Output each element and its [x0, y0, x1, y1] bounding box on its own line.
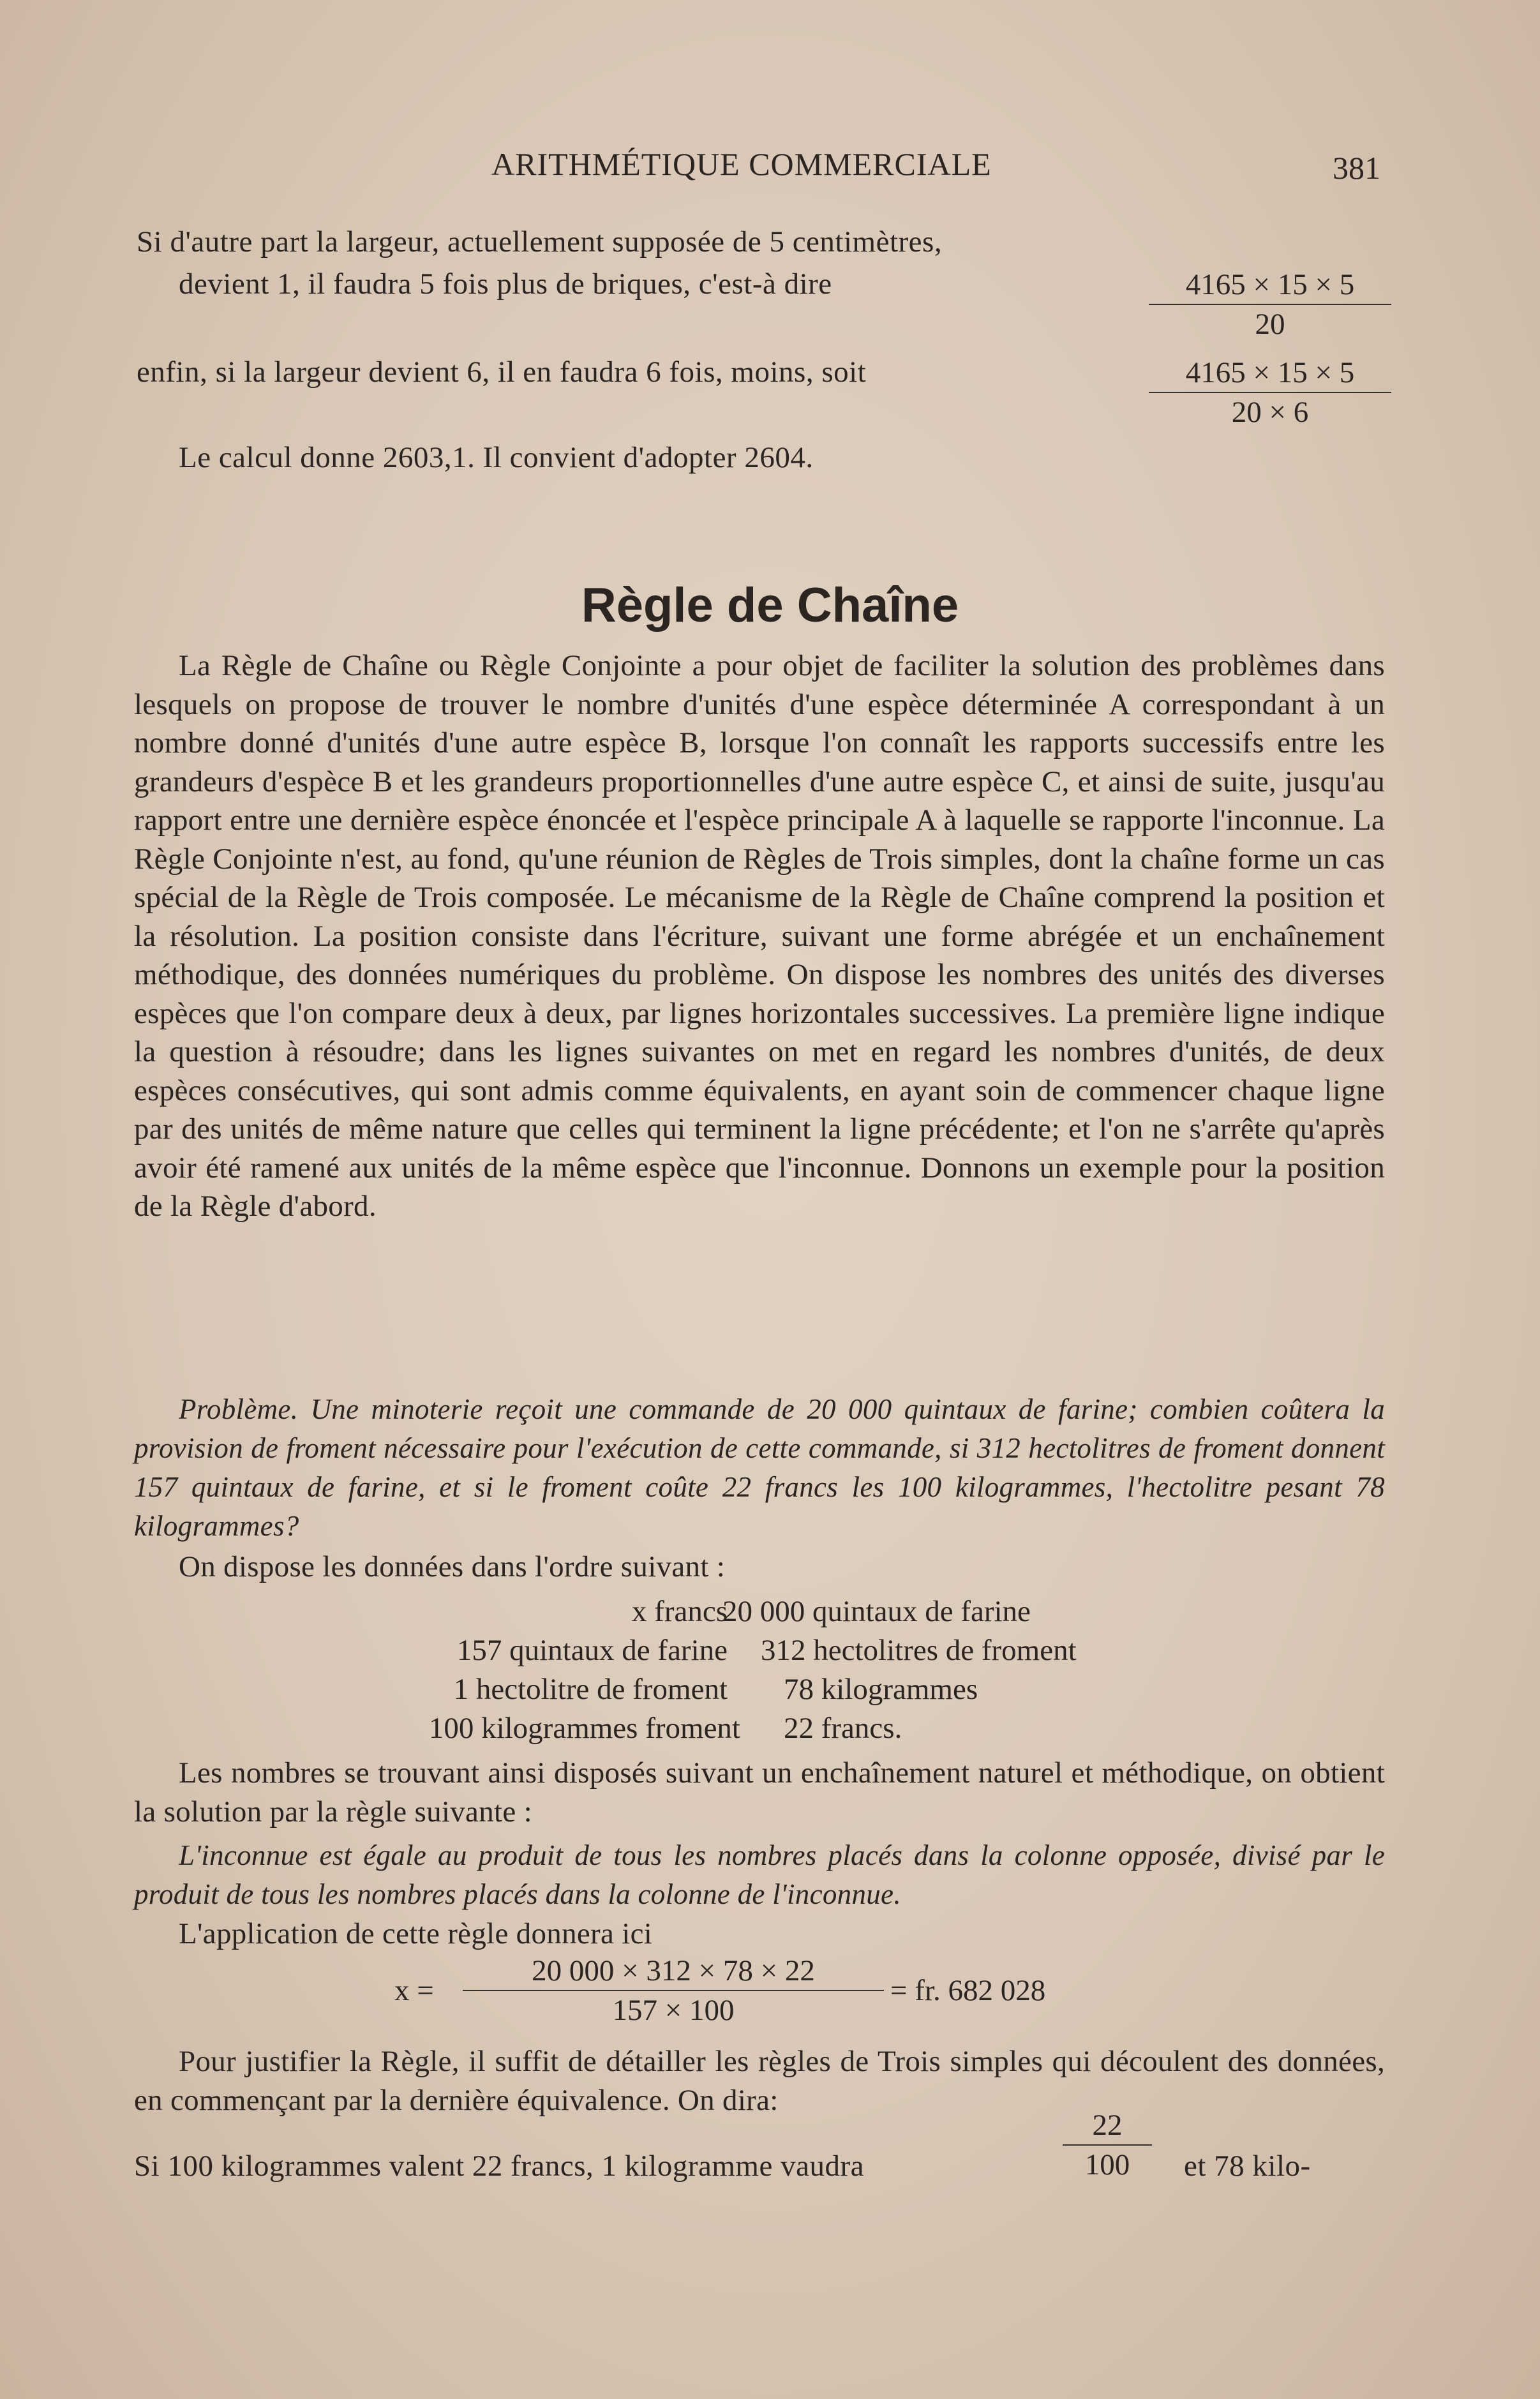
chain-right-3: 78 kilogrammes [784, 1673, 978, 1706]
application-line: L'application de cette règle donnera ici [179, 1917, 653, 1950]
chain-right-2: 312 hectolitres de froment [761, 1634, 1077, 1667]
equation-numerator: 20 000 × 312 × 78 × 22 [463, 1952, 884, 1991]
equation-lhs: x = [394, 1974, 434, 2007]
equation-fraction [463, 1952, 884, 2029]
fraction-2-numerator: 4165 × 15 × 5 [1149, 354, 1391, 393]
last-fraction [1063, 2106, 1152, 2184]
problem-statement: Problème. Une minoterie reçoit une commande de 20 000 quintaux de farine; combien coûtera la provision de froment nécessaire pour l'exécution de cette commande, si 312 hectolitres de froment donnent 157 quintaux de farine, et si le froment coûte 22 francs les 100 kilogrammes, l'hectolitre pesant 78 kilogrammes? [134, 1393, 1385, 1542]
last-fraction-numerator: 22 [1063, 2106, 1152, 2146]
chain-left-1: x francs [631, 1595, 728, 1628]
section-title: Règle de Chaîne [581, 578, 959, 632]
last-fraction-denominator: 100 [1084, 2148, 1130, 2181]
fraction-1 [1149, 265, 1391, 343]
equation-denominator: 157 × 100 [612, 1994, 735, 2027]
page-number: 381 [1333, 150, 1380, 186]
chain-left-2: 157 quintaux de farine [456, 1634, 728, 1667]
last-line-tail: et 78 kilo- [1184, 2149, 1311, 2183]
justify-paragraph: Pour justifier la Règle, il suffit de détailler les règles de Trois simples qui découlent des données, en commençant par la dernière équivalence. On dira: [134, 2045, 1385, 2117]
dispose-line: On dispose les données dans l'ordre suivant : [179, 1550, 726, 1583]
running-title: ARITHMÉTIQUE COMMERCIALE [491, 146, 992, 182]
chain-right-4: 22 francs. [784, 1712, 902, 1745]
rule-statement: L'inconnue est égale au produit de tous les nombres placés dans la colonne opposée, divisé par le produit de tous les nombres placés dans la colonne de l'inconnue. [134, 1839, 1385, 1910]
fraction-2 [1149, 354, 1391, 431]
top-line-1: Si d'autre part la largeur, actuellement supposée de 5 centimètres, [137, 225, 943, 258]
chain-left-4: 100 kilogrammes froment [428, 1712, 740, 1745]
last-line: Si 100 kilogrammes valent 22 francs, 1 kilogramme vaudra [134, 2149, 864, 2183]
top-line-4: Le calcul donne 2603,1. Il convient d'adopter 2604. [179, 441, 814, 474]
after-chain-paragraph: Les nombres se trouvant ainsi disposés suivant un enchaînement naturel et méthodique, on obtient la solution par la règle suivante : [134, 1756, 1385, 1828]
equation-result: = fr. 682 028 [890, 1974, 1046, 2007]
chain-left-3: 1 hectolitre de froment [453, 1673, 728, 1706]
fraction-2-denominator: 20 × 6 [1231, 396, 1309, 429]
top-line-3: enfin, si la largeur devient 6, il en faudra 6 fois, moins, soit [137, 355, 867, 389]
fraction-1-numerator: 4165 × 15 × 5 [1149, 265, 1391, 305]
top-line-2: devient 1, il faudra 5 fois plus de briques, c'est-à dire [179, 267, 832, 301]
intro-paragraph: La Règle de Chaîne ou Règle Conjointe a pour objet de faciliter la solution des problèmes dans lesquels on propose de trouver le nombre d'unités d'une espèce déterminée A correspondant à un nombre donné d'unités d'une autre espèce B, lorsque l'on connaît les rapports successifs entre les grandeurs d'espèce B et les grandeurs proportionnelles d'une autre espèce C, et ainsi de suite, jusqu'au rapport entre une dernière espèce énoncée et l'espèce principale A à laquelle se rapporte l'inconnue. La Règle Conjointe n'est, au fond, qu'une réunion de Règles de Trois simples, dont la chaîne forme un cas spécial de la Règle de Trois composée. Le mécanisme de la Règle de Chaîne comprend la position et la résolution. La position consiste dans l'écriture, suivant une forme abrégée et un enchaînement méthodique, des données numériques du problème. On dispose les nombres des unités des diverses espèces que l'on compare deux à deux, par lignes horizontales successives. La première ligne indique la question à résoudre; dans les lignes suivantes on met en regard les nombres d'unités, de deux espèces consécutives, qui sont admis comme équivalents, en ayant soin de commencer chaque ligne par des unités de même nature que celles qui terminent la ligne précédente; et l'on ne s'arrête qu'après avoir été ramené aux unités de la même espèce que l'inconnue. Donnons un exemple pour la position de la Règle d'abord. [134, 649, 1385, 1223]
chain-right-1: 20 000 quintaux de farine [722, 1595, 1031, 1628]
fraction-1-denominator: 20 [1255, 308, 1285, 341]
